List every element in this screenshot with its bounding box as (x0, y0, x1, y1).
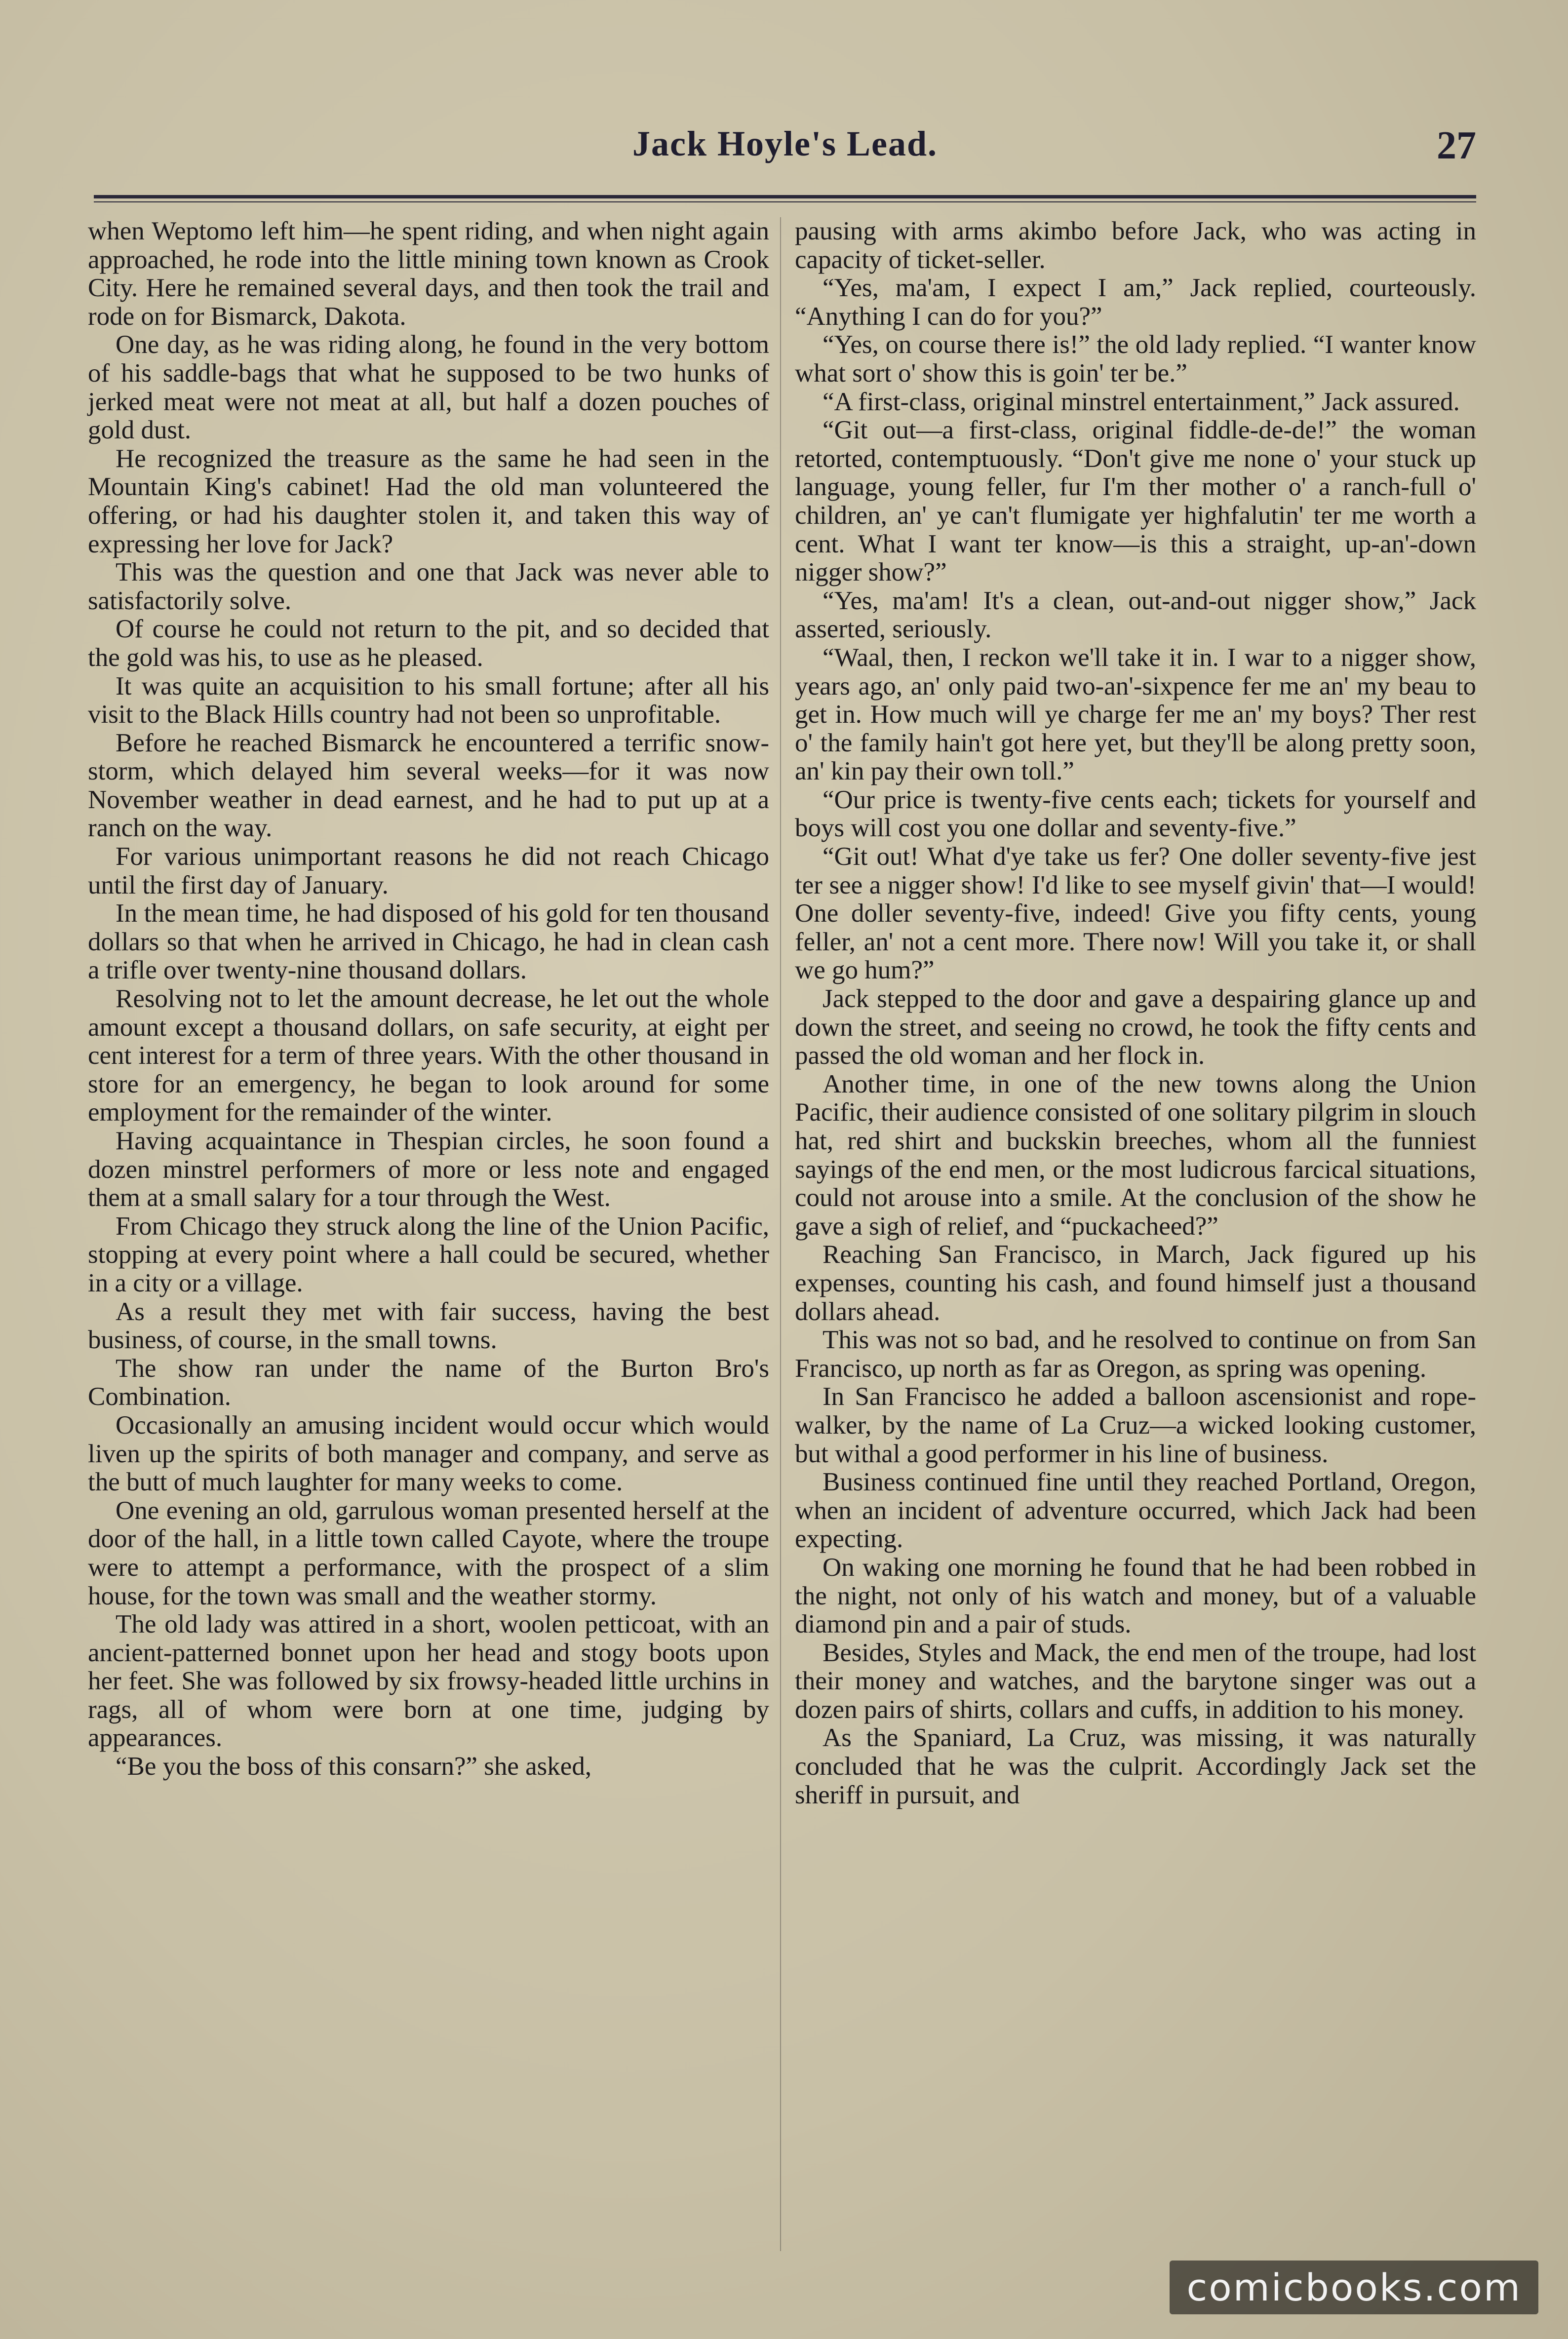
paragraph: In the mean time, he had disposed of his gold for ten thousand dollars so that when he arrived in Chicago, he had in clean cash a trifle over twenty-nine thousand dollars. (88, 899, 769, 985)
paragraph: Besides, Styles and Mack, the end men of the troupe, had lost their money and watches, and the barytone singer was out a dozen pairs of shirts, collars and cuffs, in addition to his money. (795, 1638, 1476, 1724)
paragraph: As a result they met with fair success, having the best business, of course, in the small towns. (88, 1297, 769, 1355)
paragraph: Reaching San Francisco, in March, Jack figured up his expenses, counting his cash, and found himself just a thousand dollars ahead. (795, 1240, 1476, 1326)
running-header (94, 123, 1476, 183)
page-title: Jack Hoyle's Lead. (632, 124, 938, 163)
paragraph: One day, as he was riding along, he found in the very bottom of his saddle-bags that what he supposed to be two hunks of jerked meat were not meat at all, but half a dozen pouches of gold dust. (88, 330, 769, 445)
right-column (795, 217, 1476, 1809)
paragraph: “Git out! What d'ye take us fer? One doller seventy-five jest ter see a nigger show! I'd like to see myself givin' that—I would! One doller seventy-five, indeed! Give you fifty cents, young feller, an' not a cent more. There now! Will you take it, or shall we go hum?” (795, 842, 1476, 985)
paragraph: “Waal, then, I reckon we'll take it in. I war to a nigger show, years ago, an' only paid two-an'-sixpence fer me an' my beau to get in. How much will ye charge fer me an' my boys? Ther rest o' the family hain't got here yet, but they'll be along pretty soon, an' kin pay their own toll.” (795, 643, 1476, 786)
paragraph: The old lady was attired in a short, woolen petticoat, with an ancient-patterned bonnet upon her head and stogy boots upon her feet. She was followed by six frowsy-headed little urchins in rags, all of whom were born at one time, judging by appearances. (88, 1610, 769, 1753)
paragraph: From Chicago they struck along the line of the Union Pacific, stopping at every point where a hall could be secured, whether in a city or a village. (88, 1211, 769, 1297)
paragraph: “Yes, ma'am! It's a clean, out-and-out nigger show,” Jack asserted, seriously. (795, 586, 1476, 644)
paragraph: As the Spaniard, La Cruz, was missing, it was naturally concluded that he was the culprit. Accordingly Jack set the sheriff in pursuit, and (795, 1723, 1476, 1809)
paragraph: Having acquaintance in Thespian circles, he soon found a dozen minstrel performers of more or less note and engaged them at a small salary for a tour through the West. (88, 1127, 769, 1212)
paragraph: On waking one morning he found that he had been robbed in the night, not only of his watch and money, but of a valuable diamond pin and a pair of studs. (795, 1553, 1476, 1639)
paragraph: Of course he could not return to the pit, and so decided that the gold was his, to use as he pleased. (88, 615, 769, 672)
paragraph: when Weptomo left him—he spent riding, and when night again approached, he rode into the little mining town known as Crook City. Here he remained several days, and then took the trail and rode on for Bismarck, Dakota. (88, 217, 769, 331)
paragraph: “Yes, ma'am, I expect I am,” Jack replied, courteously. “Anything I can do for you?” (795, 273, 1476, 331)
page-number: 27 (1437, 124, 1476, 167)
paragraph: Occasionally an amusing incident would occur which would liven up the spirits of both manager and company, and serve as the butt of much laughter for many weeks to come. (88, 1410, 769, 1497)
paragraph: “A first-class, original minstrel entertainment,” Jack assured. (823, 387, 1460, 416)
paragraph: For various unimportant reasons he did not reach Chicago until the first day of January. (88, 842, 769, 899)
paragraph: This was the question and one that Jack was never able to satisfactorily solve. (88, 558, 769, 615)
paragraph: Resolving not to let the amount decrease, he let out the whole amount except a thousand dollars, on safe security, at eight per cent interest for a term of three years. With the other thousand in store for an emergency, he began to look around for some employment for the remainder of the winter. (88, 984, 769, 1127)
paragraph: Before he reached Bismarck he encountered a terrific snow-storm, which delayed him several weeks—for it was now November weather in dead earnest, and he had to put up at a ranch on the way. (88, 728, 769, 843)
column-divider (780, 217, 781, 2251)
header-rule (94, 195, 1476, 202)
paragraph: “Git out—a first-class, original fiddle-de-de!” the woman retorted, contemptuously. “Don't give me none o' your stuck up language, young feller, fur I'm ther mother o' a ranch-full o' children, an' ye can't flumigate yer highfalutin' ter me worth a cent. What I want ter know—is this a straight, up-an'-down nigger show?” (795, 416, 1476, 587)
paragraph: Another time, in one of the new towns along the Union Pacific, their audience consisted of one solitary pilgrim in slouch hat, red shirt and buckskin breeches, whom all the funniest sayings of the end men, or the most ludicrous farcical situations, could not arouse into a smile. At the conclusion of the show he gave a sigh of relief, and “puckacheed?” (795, 1069, 1476, 1241)
paragraph: The show ran under the name of the Burton Bro's Combination. (88, 1354, 769, 1411)
site-watermark: comicbooks.com (1170, 2261, 1538, 2314)
paragraph: Business continued fine until they reached Portland, Oregon, when an incident of adventure occurred, which Jack had been expecting. (795, 1468, 1476, 1554)
paragraph: This was not so bad, and he resolved to continue on from San Francisco, up north as far as Oregon, as spring was opening. (795, 1325, 1476, 1383)
left-column (88, 217, 769, 1781)
paragraph: “Yes, on course there is!” the old lady replied. “I wanter know what sort o' show this is goin' ter be.” (795, 330, 1476, 388)
paragraph: One evening an old, garrulous woman presented herself at the door of the hall, in a little town called Cayote, where the troupe were to attempt a performance, with the prospect of a slim house, for the town was small and the weather stormy. (88, 1496, 769, 1610)
paragraph: He recognized the treasure as the same he had seen in the Mountain King's cabinet! Had the old man volunteered the offering, or had his daughter stolen it, and taken this way of expressing her love for Jack? (88, 444, 769, 558)
paragraph: “Our price is twenty-five cents each; tickets for yourself and boys will cost you one dollar and seventy-five.” (795, 785, 1476, 843)
paragraph: It was quite an acquisition to his small fortune; after all his visit to the Black Hills country had not been so unprofitable. (88, 671, 769, 729)
paragraph: Jack stepped to the door and gave a despairing glance up and down the street, and seeing no crowd, he took the fifty cents and passed the old woman and her flock in. (795, 984, 1476, 1070)
paragraph: In San Francisco he added a balloon ascensionist and rope-walker, by the name of La Cruz—a wicked looking customer, but withal a good performer in his line of business. (795, 1382, 1476, 1468)
paragraph: “Be you the boss of this consarn?” she asked, (116, 1752, 592, 1781)
paragraph: pausing with arms akimbo before Jack, who was acting in capacity of ticket-seller. (795, 217, 1476, 274)
